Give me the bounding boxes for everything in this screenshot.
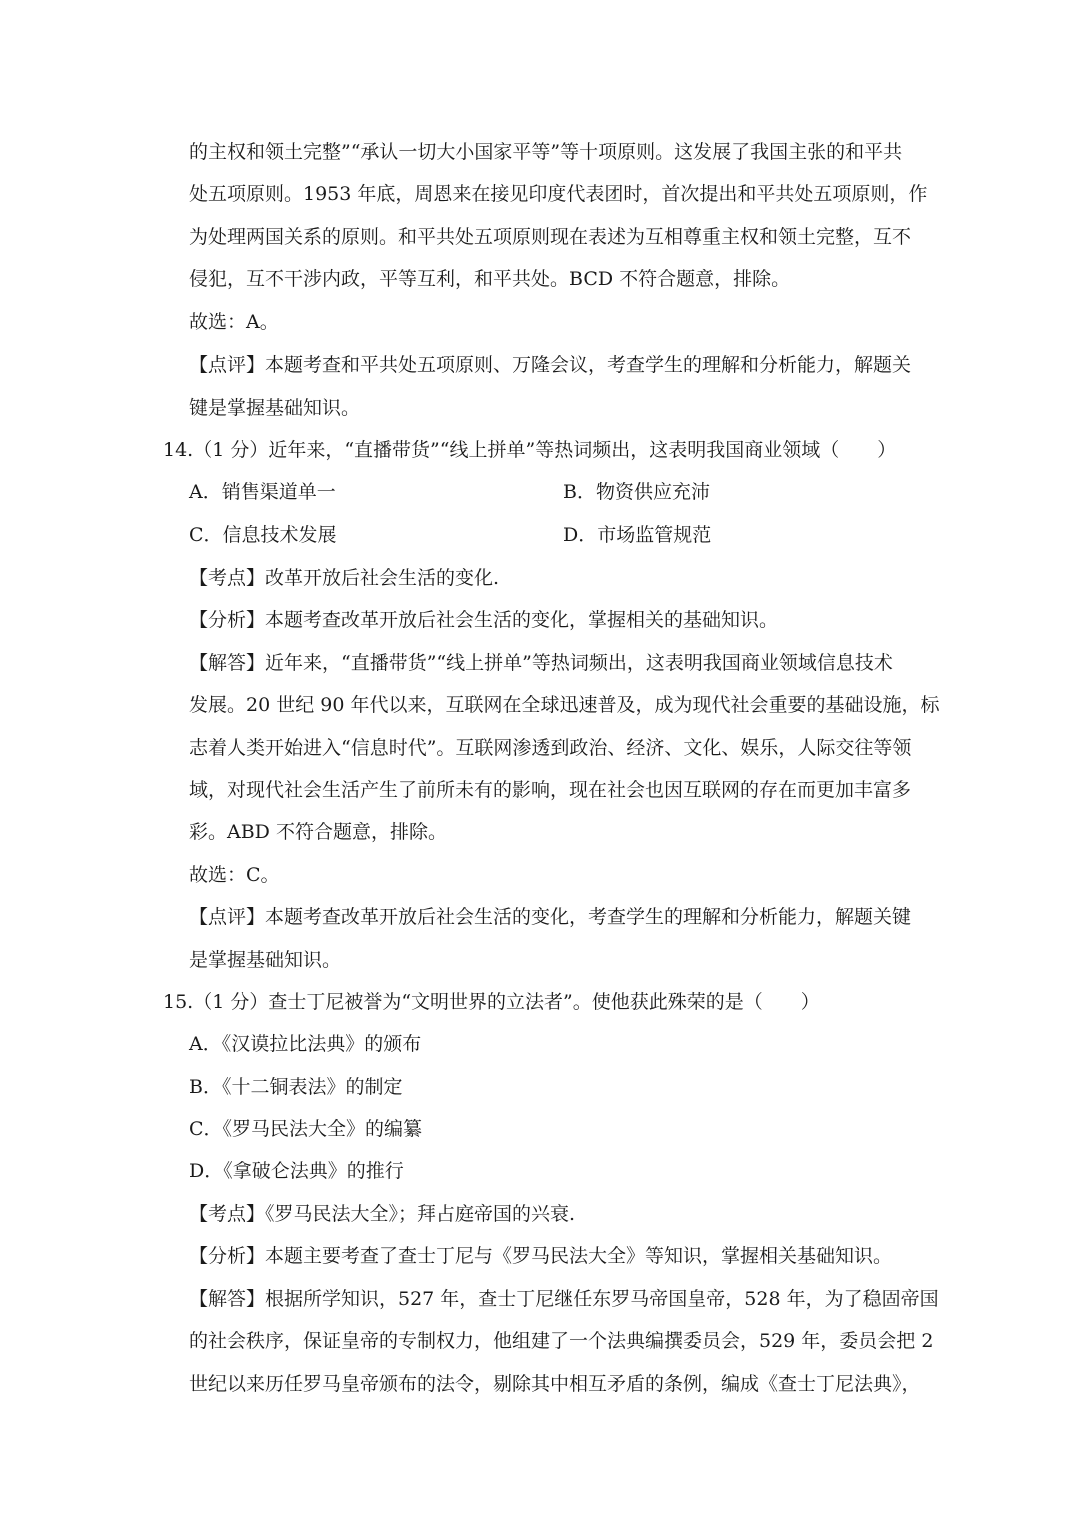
q15-option-c: C．《罗马民法大全》的编纂: [189, 1118, 423, 1140]
q13-explanation-line-1: 的主权和领土完整”“承认一切大小国家平等”等十项原则。这发展了我国主张的和平共: [189, 141, 903, 163]
q14-jieda-line-4: 域，对现代社会生活产生了前所未有的影响，现在社会也因互联网的存在而更加丰富多: [189, 779, 912, 801]
q15-fenxi: 【分析】本题主要考查了查士丁尼与《罗马民法大全》等知识，掌握相关基础知识。: [189, 1245, 893, 1267]
q15-jieda-line-1: 【解答】根据所学知识，527 年，查士丁尼继任东罗马帝国皇帝，528 年，为了稳固帝国: [189, 1288, 939, 1310]
q14-comment-line-2: 是掌握基础知识。: [189, 949, 342, 971]
q13-explanation-line-3: 为处理两国关系的原则。和平共处五项原则现在表述为互相尊重主权和领土完整，互不: [189, 226, 912, 248]
q14-answer: 故选：C。: [189, 864, 280, 886]
q14-option-b: B．物资供应充沛: [563, 481, 710, 503]
q13-comment-line-1: 【点评】本题考查和平共处五项原则、万隆会议，考查学生的理解和分析能力，解题关: [189, 354, 912, 376]
q14-jieda-line-2: 发展。20 世纪 90 年代以来，互联网在全球迅速普及，成为现代社会重要的基础设施，标: [189, 694, 940, 716]
q14-fenxi: 【分析】本题考查改革开放后社会生活的变化，掌握相关的基础知识。: [189, 609, 779, 631]
q15-option-b: B．《十二铜表法》的制定: [189, 1076, 403, 1098]
q14-stem: 14.（1 分）近年来，“直播带货”“线上拼单”等热词频出，这表明我国商业领域（ ）: [163, 439, 897, 461]
q15-option-a: A．《汉谟拉比法典》的颁布: [189, 1033, 422, 1055]
q14-jieda-line-5: 彩。ABD 不符合题意，排除。: [189, 821, 447, 843]
q14-comment-line-1: 【点评】本题考查改革开放后社会生活的变化，考查学生的理解和分析能力，解题关键: [189, 906, 912, 928]
q14-option-c: C．信息技术发展: [189, 524, 337, 546]
q13-explanation-line-4: 侵犯，互不干涉内政，平等互利，和平共处。BCD 不符合题意，排除。: [189, 268, 791, 290]
q13-answer: 故选：A。: [189, 311, 279, 333]
q15-jieda-line-3: 世纪以来历任罗马皇帝颁布的法令，剔除其中相互矛盾的条例，编成《查士丁尼法典》，: [189, 1373, 921, 1395]
q15-kaodian: 【考点】《罗马民法大全》；拜占庭帝国的兴衰.: [189, 1203, 576, 1225]
q14-kaodian: 【考点】改革开放后社会生活的变化.: [189, 567, 500, 589]
q15-jieda-line-2: 的社会秩序，保证皇帝的专制权力，他组建了一个法典编撰委员会，529 年，委员会把 2: [189, 1330, 934, 1352]
q13-explanation-line-2: 处五项原则。1953 年底，周恩来在接见印度代表团时，首次提出和平共处五项原则，作: [189, 183, 928, 205]
q14-jieda-line-3: 志着人类开始进入“信息时代”。互联网渗透到政治、经济、文化、娱乐，人际交往等领: [189, 737, 912, 759]
q15-option-d: D．《拿破仑法典》的推行: [189, 1160, 404, 1182]
q14-option-d: D．市场监管规范: [563, 524, 712, 546]
q14-jieda-line-1: 【解答】近年来，“直播带货”“线上拼单”等热词频出，这表明我国商业领域信息技术: [189, 652, 893, 674]
q13-comment-line-2: 键是掌握基础知识。: [189, 397, 361, 419]
q14-option-a: A．销售渠道单一: [189, 481, 336, 503]
q15-stem: 15.（1 分）查士丁尼被誉为“文明世界的立法者”。使他获此殊荣的是（ ）: [163, 991, 820, 1013]
